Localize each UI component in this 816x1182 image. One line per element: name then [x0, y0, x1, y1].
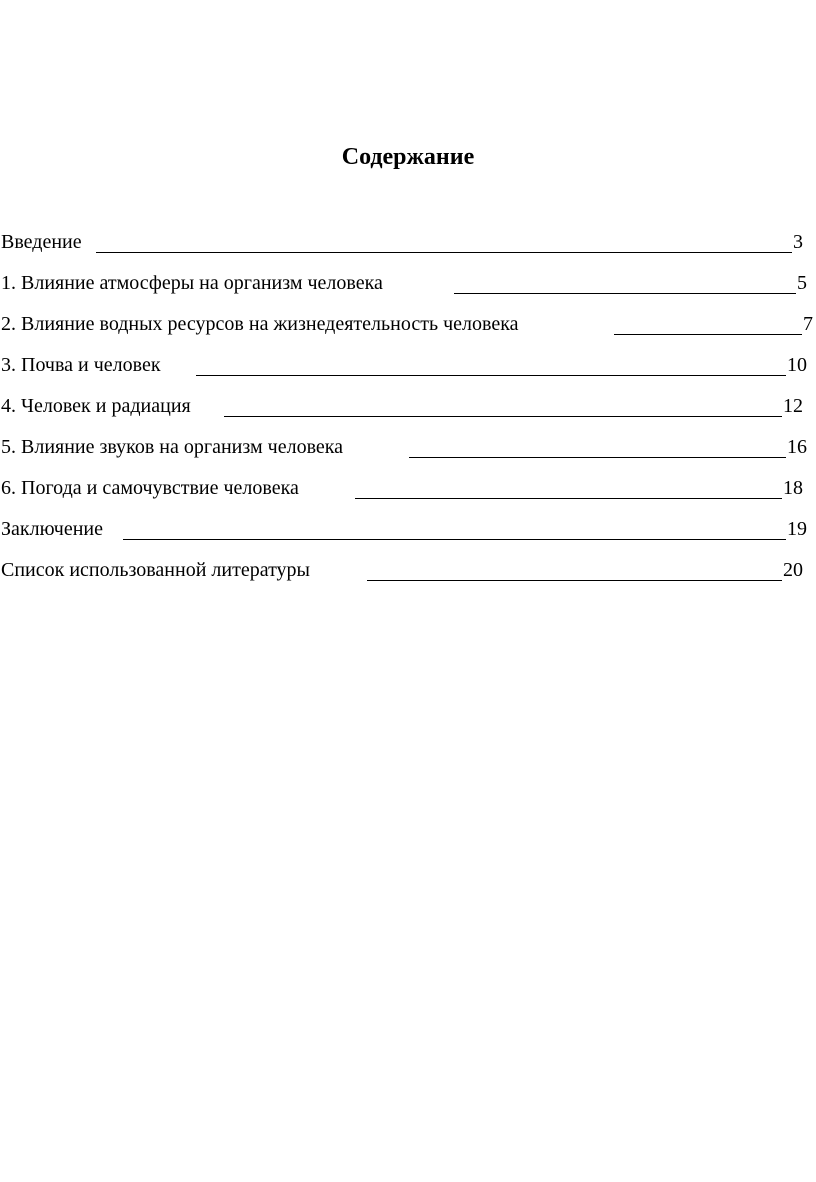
- toc-entry: [0, 269, 816, 310]
- table-of-contents: [0, 228, 816, 597]
- toc-entry-page: 18: [783, 477, 803, 499]
- toc-leader-line: [224, 416, 782, 417]
- toc-entry: [0, 433, 816, 474]
- toc-entry: [0, 474, 816, 515]
- toc-entry: [0, 392, 816, 433]
- toc-entry-label: Заключение: [1, 515, 103, 543]
- toc-entry-label: 2. Влияние водных ресурсов на жизнедеятельность человека: [1, 310, 519, 338]
- toc-entry-label: Список использованной литературы: [1, 556, 310, 584]
- toc-leader-line: [614, 334, 802, 335]
- toc-entry-page: 7: [803, 313, 813, 335]
- toc-leader-line: [409, 457, 786, 458]
- toc-entry-label: Введение: [1, 228, 82, 256]
- toc-leader-line: [123, 539, 786, 540]
- toc-leader-line: [454, 293, 796, 294]
- toc-entry-page: 12: [783, 395, 803, 417]
- toc-entry-page: 20: [783, 559, 803, 581]
- toc-entry-label: 3. Почва и человек: [1, 351, 161, 379]
- toc-entry-label: 5. Влияние звуков на организм человека: [1, 433, 343, 461]
- toc-entry-page: 10: [787, 354, 807, 376]
- toc-entry-page: 3: [793, 231, 803, 253]
- toc-leader-line: [355, 498, 782, 499]
- toc-entry-label: 6. Погода и самочувствие человека: [1, 474, 299, 502]
- toc-entry: [0, 310, 816, 351]
- toc-leader-line: [367, 580, 782, 581]
- toc-entry-label: 1. Влияние атмосферы на организм человека: [1, 269, 383, 297]
- toc-entry: [0, 351, 816, 392]
- toc-title: Содержание: [341, 144, 475, 170]
- toc-entry: [0, 556, 816, 597]
- toc-entry-page: 19: [787, 518, 807, 540]
- toc-entry-page: 16: [787, 436, 807, 458]
- toc-entry-label: 4. Человек и радиация: [1, 392, 191, 420]
- toc-leader-line: [196, 375, 786, 376]
- toc-entry: [0, 228, 816, 269]
- toc-leader-line: [96, 252, 792, 253]
- toc-entry-page: 5: [797, 272, 807, 294]
- toc-entry: [0, 515, 816, 556]
